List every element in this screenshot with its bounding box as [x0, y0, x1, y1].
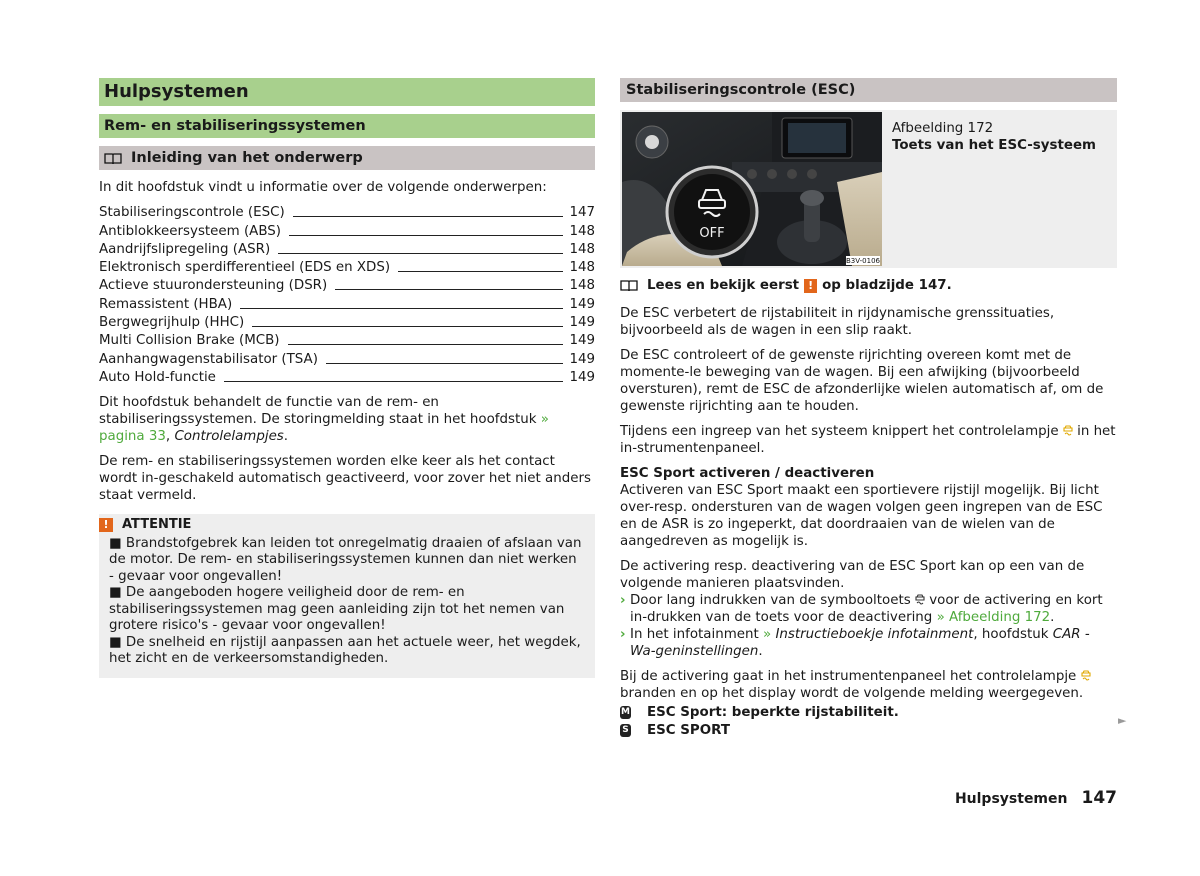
- page-number: 147: [1081, 788, 1117, 808]
- chevron-right-icon: ›: [620, 627, 626, 642]
- off-label: OFF: [699, 226, 725, 241]
- continue-marker-icon: ►: [1118, 714, 1127, 727]
- display-message: S ESC SPORT: [620, 723, 1117, 738]
- esc-warning-lamp-icon: [1081, 670, 1091, 682]
- intro-heading-text: Inleiding van het onderwerp: [131, 150, 363, 166]
- toc-page: 149: [569, 351, 595, 367]
- section-title: Rem- en stabiliseringssystemen: [99, 114, 595, 138]
- caption-title: Toets van het ESC-systeem: [892, 138, 1096, 153]
- toc-row[interactable]: [99, 313, 595, 331]
- manual-link[interactable]: »: [763, 627, 772, 642]
- esc-sport-heading: ESC Sport activeren / deactiveren: [620, 466, 875, 481]
- toc-row[interactable]: [99, 221, 595, 239]
- toc-label: Aandrijfslipregeling (ASR): [99, 241, 271, 257]
- toc-row[interactable]: [99, 258, 595, 276]
- toc-page: 147: [569, 205, 595, 221]
- toc-leader: [240, 308, 563, 309]
- toc-leader: [288, 344, 564, 345]
- toc-row[interactable]: [99, 240, 595, 258]
- esc-paragraph-3: Tijdens een ingreep van het systeem knippert het controlelampje in het in-strumentenpaneel.: [620, 424, 1116, 456]
- toc-label: Auto Hold-functie: [99, 369, 216, 385]
- toc-page: 148: [569, 223, 595, 239]
- esc-paragraph-2: De ESC controleert of de gewenste rijrichting overeen komt met de momente-le beweging van de wagen. Bij een afwijking (bijvoorbeeld oversturen), remt de ESC de afzonderlijke wielen automatisch af, om de gewenste rijrichting aan te houden.: [620, 348, 1104, 414]
- esc-paragraph-6: Bij de activering gaat in het instrumentenpaneel het controlelampje branden en op het display wordt de volgende melding weergegeven.: [620, 668, 1117, 702]
- toc-row[interactable]: [99, 349, 595, 367]
- list-item: › In het infotainment » Instructieboekje infotainment, hoofdstuk CAR - Wa-geninstellingen.: [620, 627, 1090, 659]
- book-icon: [104, 152, 122, 165]
- esc-button-symbol-icon: [915, 594, 925, 606]
- toc-leader: [326, 363, 564, 364]
- figure-caption: [892, 120, 1096, 154]
- chevron-right-icon: ›: [620, 593, 626, 608]
- toc-leader: [289, 235, 563, 236]
- toc-row[interactable]: [99, 294, 595, 312]
- toc-label: Bergwegrijhulp (HHC): [99, 315, 245, 331]
- toc-label: Elektronisch sperdifferentieel (EDS en XDS): [99, 260, 391, 276]
- intro-text: In dit hoofdstuk vindt u informatie over de volgende onderwerpen:: [99, 180, 547, 195]
- esc-paragraph-5: De activering resp. deactivering van de ESC Sport kan op een van de volgende manieren plaatsvinden.: [620, 559, 1085, 591]
- right-column: [620, 78, 1117, 738]
- esc-paragraph-4: Activeren van ESC Sport maakt een sportievere rijstijl mogelijk. Bij licht over-resp. ondersturen van de wagen volgen geen ingrepen van de ESC en de ASR is zo ingeperkt, dat doordraaien van de wielen van de aangedreven as mogelijk is.: [620, 483, 1103, 549]
- read-first-note: Lees en bekijk eerst ! op bladzijde 147.: [620, 278, 1117, 293]
- toc-page: 148: [569, 278, 595, 294]
- toc-label: Multi Collision Brake (MCB): [99, 333, 280, 349]
- toc-label: Antiblokkeersysteem (ABS): [99, 223, 282, 239]
- toc-leader: [252, 326, 563, 327]
- toc-label: Remassistent (HBA): [99, 296, 233, 312]
- attention-item: ■ De snelheid en rijstijl aanpassen aan het actuele weer, het wegdek, het zicht en de verkeersomstandigheden.: [109, 634, 581, 667]
- page-footer: [955, 788, 1117, 808]
- topic-list: [99, 203, 595, 386]
- book-icon: [620, 279, 638, 292]
- chapter-title: Hulpsystemen: [99, 78, 595, 106]
- toc-page: 148: [569, 241, 595, 257]
- attention-box: [99, 514, 595, 678]
- mode-badge: M: [621, 707, 630, 717]
- toc-row[interactable]: [99, 331, 595, 349]
- toc-leader: [398, 271, 563, 272]
- esc-paragraph-1: De ESC verbetert de rijstabiliteit in rijdynamische grenssituaties, bijvoorbeeld als de wagen in een slip raakt.: [620, 306, 1055, 338]
- attention-item: ■ Brandstofgebrek kan leiden tot onregelmatig draaien of afslaan van de motor. De rem- en stabiliseringssystemen kunnen dan niet werken - gevaar voor ongevallen!: [109, 535, 582, 584]
- warning-icon: !: [804, 279, 817, 293]
- list-item: › Door lang indrukken van de symbooltoets voor de activering en kort in-drukken van de toets voor de deactivering » Afbeelding 172.: [620, 593, 1103, 625]
- toc-row[interactable]: [99, 368, 595, 386]
- left-column: [99, 78, 595, 678]
- toc-page: 149: [569, 315, 595, 331]
- toc-page: 149: [569, 333, 595, 349]
- paragraph-1: Dit hoofdstuk behandelt de functie van de rem- en stabiliseringssystemen. De storingmelding staat in het hoofdstuk » pagina 33, Controlelampjes.: [99, 394, 549, 444]
- attention-item: ■ De aangeboden hogere veiligheid door de rem- en stabiliseringssystemen mag geen aanleiding zijn tot het nemen van grotere risico's - gevaar voor ongevallen!: [109, 585, 565, 634]
- caption-number: Afbeelding 172: [892, 121, 994, 136]
- footer-section: Hulpsystemen: [954, 791, 1068, 807]
- mode-badge: S: [620, 724, 631, 737]
- paragraph-2: De rem- en stabiliseringssystemen worden elke keer als het contact wordt in-geschakeld automatisch geactiveerd, voor zover het niet anders staat vermeld.: [99, 453, 591, 503]
- toc-leader: [224, 381, 564, 382]
- toc-page: 149: [569, 296, 595, 312]
- esc-warning-lamp-icon: [1063, 425, 1073, 437]
- page-link[interactable]: » pagina 33: [99, 411, 549, 444]
- image-code: B3V-0106: [846, 257, 880, 265]
- toc-label: Aanhangwagenstabilisator (TSA): [99, 351, 318, 367]
- toc-page: 149: [569, 369, 595, 385]
- toc-label: Actieve stuurondersteuning (DSR): [99, 278, 328, 294]
- esc-heading: Stabiliseringscontrole (ESC): [620, 78, 1117, 102]
- figure-link[interactable]: » Afbeelding 172: [936, 610, 1051, 625]
- intro-heading: [99, 146, 595, 170]
- warning-icon: !: [99, 518, 113, 532]
- esc-button-photo: [622, 112, 882, 266]
- toc-leader: [335, 289, 563, 290]
- attention-title: ATTENTIE: [122, 517, 192, 533]
- toc-row[interactable]: [99, 276, 595, 294]
- toc-leader: [293, 216, 564, 217]
- toc-leader: [278, 253, 563, 254]
- toc-label: Stabiliseringscontrole (ESC): [99, 205, 285, 221]
- display-message: M ESC Sport: beperkte rijstabiliteit.: [621, 705, 899, 720]
- toc-row[interactable]: [99, 203, 595, 221]
- figure-172: [620, 110, 1117, 268]
- toc-page: 148: [569, 260, 595, 276]
